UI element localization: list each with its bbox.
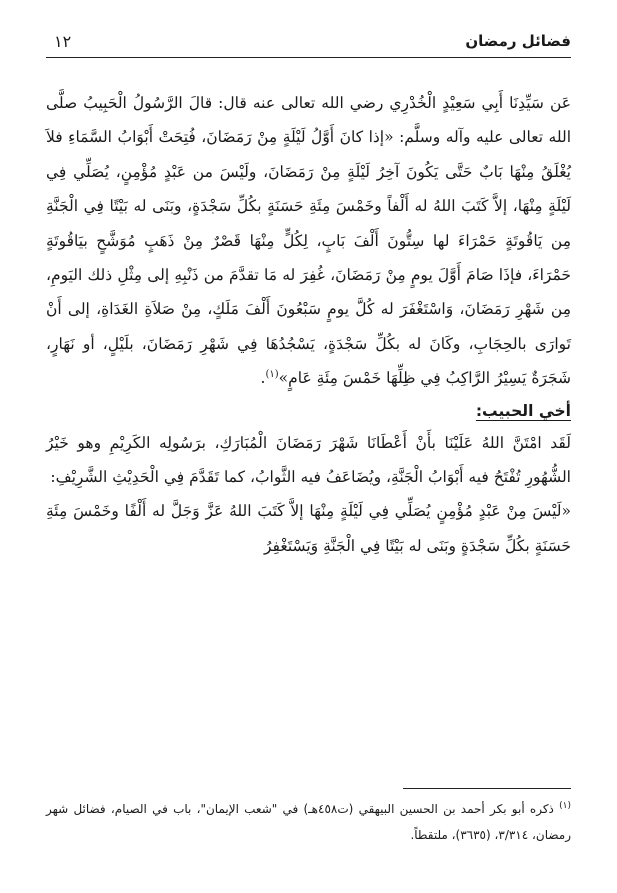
section-heading: أخي الحبيب: [475,401,571,420]
quoted-hadith-paragraph: «لَيْسَ مِنْ عَبْدٍ مُؤْمِنٍ يُصَلِّي فِي لَيْلَةٍ مِنْهَا إلاَّ كَتَبَ اللهُ عَزَّ وَجَلَّ له أَلْفًا وخَمْسَ مِئَةِ حَسَنَةٍ بكُلِّ سَجْدَةٍ وبَنَى له بَيْتًا فِي الْجَنَّةِ وَيَسْتَغْفِرُ [46,502,571,555]
page-header [46,28,571,58]
page-number: ١٢ [54,32,72,51]
main-text [46,86,571,563]
footnote-text: ذكره أبو بكر أحمد بن الحسين البيهقي (ت٤٥٨هـ) في "شعب الإيمان"، باب في الصيام، فضائل شهر رمضان، ٣/٣١٤، (٣٦٣٥)، ملتقطاً. [46,802,571,842]
hadith-paragraph: عَن سَيِّدِنَا أَبِي سَعِيْدٍ الْخُدْرِي رضي الله تعالى عنه قال: قالَ الرَّسُولُ الْحَبِيبُ صلَّى الله تعالى عليه وآله وسلَّم: «إذا كانَ أَوَّلُ لَيْلَةٍ مِنْ رَمَضَانَ، فُتِحَتْ أَبْوَابُ السَّمَاءِ فلاَ يُغْلَقُ مِنْهَا بَابٌ حَتَّى يَكُونَ آخِرُ لَيْلَةٍ مِنْ رَمَضَانَ، ولَيْسَ من عَبْدٍ مُؤْمِنٍ، يُصَلِّي فِي لَيْلَةٍ مِنْهَا، إلاَّ كَتَبَ اللهُ له أَلْفاً وخَمْسَ مِئَةِ حَسَنَةٍ بكُلِّ سَجْدَةٍ، وبَنَى له بَيْتًا فِي الْجَنَّةِ مِن يَاقُوتَةٍ حَمْرَاءَ لها سِتُّونَ أَلْفَ بَابٍ، لِكُلٍّ مِنْهَا قَصْرٌ مِنْ ذَهَبٍ مُوَشَّحٍ بيَاقُوتَةٍ حَمْرَاءَ، فإذَا صَامَ أَوَّلَ يومٍ مِنْ رَمَضَانَ، غُفِرَ له مَا تقدَّمَ من ذَنْبِهِ إلى مِثْلِ ذلك اليَومِ، مِن شَهْرِ رَمَضَانَ، وَاسْتَغْفَرَ له كُلَّ يومٍ سَبْعُونَ أَلْفَ مَلَكٍ، مِنْ صَلاَةِ الغَدَاةِ، إلى أَنْ تَوارَى بالحِجَابِ، وكَانَ له بكُلِّ سَجْدَةٍ، يَسْجُدُهَا فِي شَهْرِ رَمَضَانَ، بلَيْلٍ، أو نَهَارٍ، شَجَرَةٌ يَسِيْرُ الرَّاكِبُ فِي ظِلِّهَا خَمْسَ مِئَةِ عَامٍ»$^{(١)}$. [46,94,571,388]
footnote-reference: (١) [265,369,279,381]
footnote-mark: (١) [559,801,571,811]
running-title: فضائل رمضان [465,32,571,50]
hadith-text: عَن سَيِّدِنَا أَبِي سَعِيْدٍ الْخُدْرِي رضي الله تعالى عنه قال: قالَ الرَّسُولُ الْحَبِيبُ صلَّى الله تعالى عليه وآله وسلَّم: «إذا كانَ أَوَّلُ لَيْلَةٍ مِنْ رَمَضَانَ، فُتِحَتْ أَبْوَابُ السَّمَاءِ فلاَ يُغْلَقُ مِنْهَا بَابٌ حَتَّى يَكُونَ آخِرُ لَيْلَةٍ مِنْ رَمَضَانَ، ولَيْسَ من عَبْدٍ مُؤْمِنٍ، يُصَلِّي فِي لَيْلَةٍ مِنْهَا، إلاَّ كَتَبَ اللهُ له أَلْفاً وخَمْسَ مِئَةِ حَسَنَةٍ بكُلِّ سَجْدَةٍ، وبَنَى له بَيْتًا فِي الْجَنَّةِ مِن يَاقُوتَةٍ حَمْرَاءَ لها سِتُّونَ أَلْفَ بَابٍ، لِكُلٍّ مِنْهَا قَصْرٌ مِنْ ذَهَبٍ مُوَشَّحٍ بيَاقُوتَةٍ حَمْرَاءَ، فإذَا صَامَ أَوَّلَ يومٍ مِنْ رَمَضَانَ، غُفِرَ له مَا تقدَّمَ من ذَنْبِهِ إلى مِثْلِ ذلك اليَومِ، مِن شَهْرِ رَمَضَانَ، وَاسْتَغْفَرَ له كُلَّ يومٍ سَبْعُونَ أَلْفَ مَلَكٍ، مِنْ صَلاَةِ الغَدَاةِ، إلى أَنْ تَوارَى بالحِجَابِ، وكَانَ له بكُلِّ سَجْدَةٍ، يَسْجُدُهَا فِي شَهْرِ رَمَضَانَ، بلَيْلٍ، أو نَهَارٍ، شَجَرَةٌ يَسِيْرُ الرَّاكِبُ فِي ظِلِّهَا خَمْسَ مِئَةِ عَامٍ» [46,94,571,388]
header-rule [46,57,571,58]
commentary-paragraph: لَقَد امْتَنَّ اللهُ عَلَيْنَا بأَنْ أَعْطَانَا شَهْرَ رَمَضَانَ الْمُبَارَكِ، برَسُولِه الكَرِيْمِ وهو خَيْرُ الشُّهُورِ تُفْتَحُ فيه أَبْوَابُ الْجَنَّةِ، ويُضَاعَفُ فيه الثَّوابُ، كما تَقَدَّمَ فِي الْحَدِيْثِ الشَّرِيْفِ: [46,433,571,487]
footnote [46,796,571,848]
footnote-rule [403,788,571,789]
